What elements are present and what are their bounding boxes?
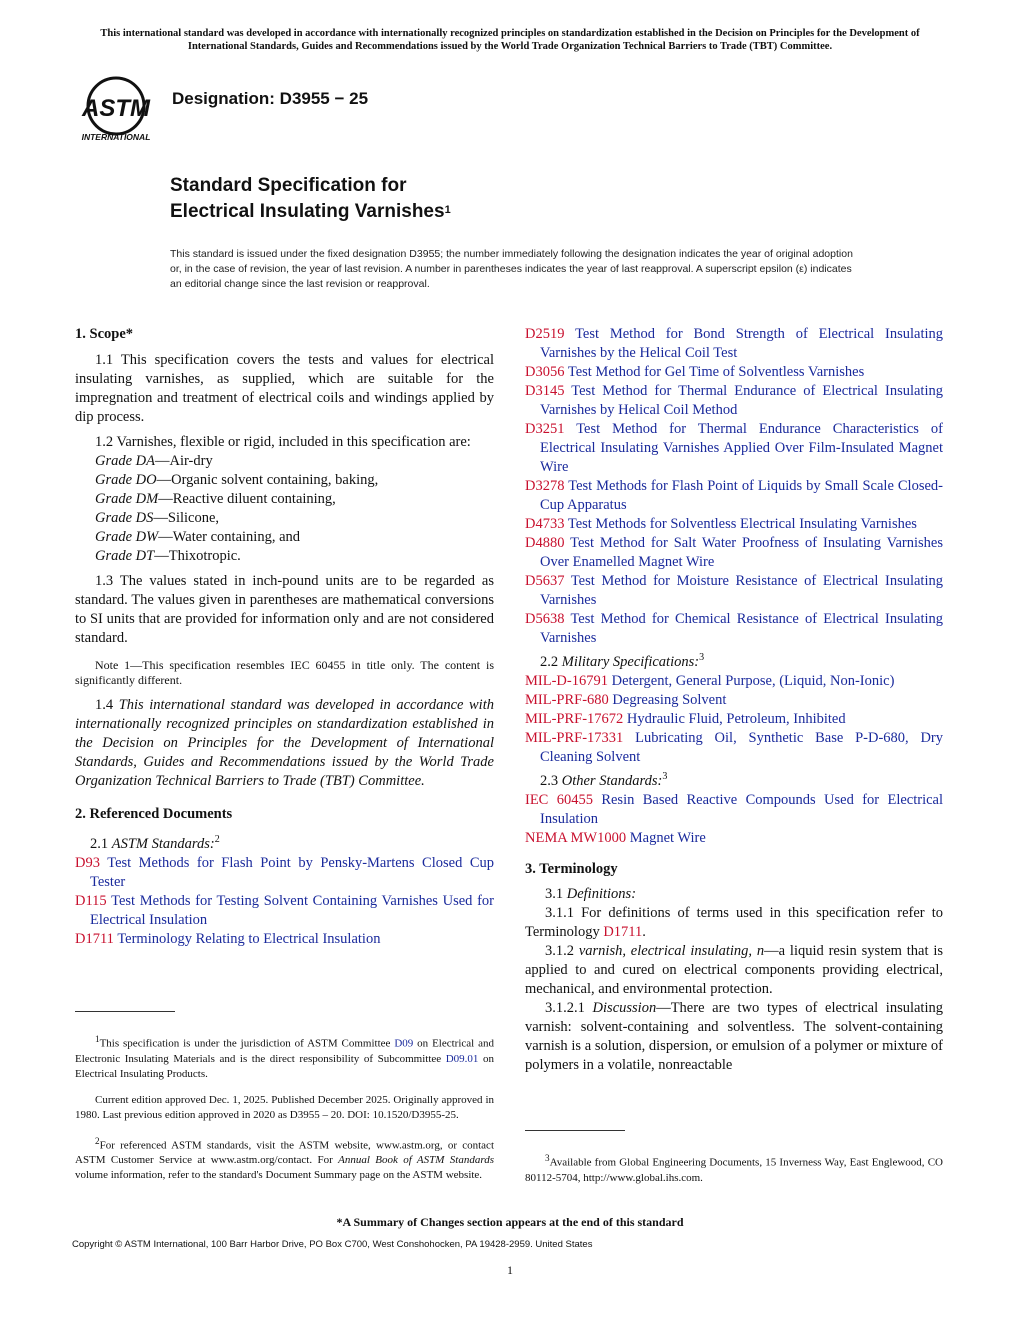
footnote-mark: 3	[545, 1153, 550, 1163]
label-text: ASTM Standards:	[111, 835, 215, 852]
scope-heading: 1. Scope*	[75, 326, 133, 342]
reference-title: Hydraulic Fluid, Petroleum, Inhibited	[626, 710, 846, 727]
reference-code: D4733	[525, 516, 565, 532]
right-column	[525, 325, 943, 1075]
reference-code: D3278	[525, 478, 565, 494]
reference-title: Test Method for Bond Strength of Electrical Insulating Varnishes by the Helical Coil Test	[540, 326, 943, 361]
title-line-2	[170, 199, 451, 225]
para-3-1-1: 3.1.1 For definitions of terms used in this specification refer to Terminology D1711.	[525, 904, 943, 940]
label-text: Discussion	[592, 999, 657, 1016]
footnote-mark[interactable]: 3	[699, 652, 705, 663]
reference-item[interactable]	[525, 691, 943, 710]
reference-title: Degreasing Solvent	[612, 691, 727, 708]
reference-code: IEC 60455	[525, 791, 593, 808]
reference-item[interactable]	[75, 892, 494, 930]
reference-item[interactable]	[525, 610, 943, 648]
grade-name: Grade DT	[95, 548, 155, 564]
reference-code: D3056	[525, 364, 565, 380]
astm-logo	[72, 76, 162, 144]
issuance-note: This standard is issued under the fixed designation D3955; the number immediately following the designation indicates the year of original adoption or, in the case of revision, the year of last revision. A number in parentheses indicates the year of last reapproval. A superscript epsilon (ε) indicates an editorial change since the last revision or reapproval.	[170, 248, 853, 290]
para-number: 1.4	[95, 697, 119, 713]
reference-code: D5638	[525, 611, 565, 627]
footnote-2: $^2$For referenced ASTM standards, visit the ASTM website, www.astm.org, or contact ASTM Customer Service at www.astm.org/contact. For Annual Book of ASTM Standards volume information, refer to the standard's Document Summary page on the ASTM website.	[75, 1135, 494, 1182]
title-footnote-mark[interactable]: 1	[444, 204, 451, 216]
grade-name: Grade DA	[95, 453, 156, 469]
reference-title: Test Methods for Flash Point by Pensky-Martens Closed Cup Tester	[90, 854, 494, 890]
label-text: Definitions:	[566, 885, 637, 902]
footnote-mark: 1	[95, 1034, 100, 1044]
para-3-1-2: 3.1.2 varnish, electrical insulating, n—a liquid resin system that is applied to and cured on electrical components providing electrical, mechanical, and environmental protection.	[525, 942, 944, 997]
reference-title: Terminology Relating to Electrical Insulation	[117, 930, 381, 947]
footnote-1-edition: Current edition approved Dec. 1, 2025. Published December 2025. Originally approved in 1980. Last previous edition approved in 2020 as D3955 – 20. DOI: 10.1520/D3955-25.	[75, 1093, 494, 1121]
para-3-1	[525, 885, 943, 904]
reference-item[interactable]	[525, 325, 943, 363]
reference-title: Test Method for Gel Time of Solventless Varnishes	[567, 364, 865, 380]
grade-desc: —Thixotropic.	[154, 548, 241, 564]
grade-name: Grade DW	[95, 529, 159, 545]
page-number: 1	[507, 1263, 513, 1277]
grade-name: Grade DS	[95, 510, 154, 526]
para-number: 2.3	[540, 772, 562, 789]
grade-item	[75, 528, 494, 547]
reference-title: Test Methods for Solventless Electrical Insulating Varnishes	[567, 516, 917, 532]
astm-standards-label	[75, 830, 494, 854]
reference-item[interactable]	[525, 363, 943, 382]
reference-title: Test Method for Moisture Resistance of Electrical Insulating Varnishes	[540, 573, 943, 608]
para-number: 2.2	[540, 653, 562, 670]
title-line-1: Standard Specification for	[170, 175, 407, 196]
reference-item[interactable]	[525, 382, 943, 420]
footnote-1: $^1$This specification is under the jurisdiction of ASTM Committee D09 on Electrical and Electronic Insulating Materials and is the direct responsibility of Subcommittee D09.01 on Electrical Insulating Products.	[75, 1034, 495, 1080]
para-1-3: 1.3 The values stated in inch-pound units are to be regarded as standard. The values given in parentheses are mathematical conversions to SI units that are provided for information only and are not considered standard.	[75, 573, 494, 646]
para-1-4-text: This international standard was developed in accordance with internationally recognized principles on standardization established in the Decision on Principles for the Development of International Standards, Guides and Recommendations issued by the World Trade Organization Technical Barriers to Trade (TBT) Committee.	[75, 697, 494, 789]
grade-desc: —Water containing, and	[158, 529, 301, 545]
reference-code: D3145	[525, 383, 565, 399]
reference-code: MIL-PRF-17672	[525, 710, 624, 727]
referenced-heading: 2. Referenced Documents	[75, 806, 233, 822]
reference-code: MIL-PRF-17331	[525, 729, 624, 746]
left-footnotes	[75, 1021, 494, 1194]
grade-desc: —Silicone,	[153, 510, 220, 526]
para-3-1-2-1: 3.1.2.1 Discussion—There are two types of electrical insulating varnish: solvent-containing and solventless. The solvent-containing varnish is a solution, dispersion, or emulsion of a polymer or mixture of polymers in a volatile, nonreactable	[525, 999, 943, 1073]
grade-name: Grade DM	[95, 491, 159, 507]
title-text: Electrical Insulating Varnishes	[170, 201, 445, 222]
reference-item[interactable]	[525, 515, 943, 534]
para-1-1: 1.1 This specification covers the tests and values for electrical insulating varnishes, as supplied, which are suitable for the impregnation and treatment of electrical coils and windings applied by dip process.	[75, 352, 494, 425]
summary-of-changes-note: *A Summary of Changes section appears at the end of this standard	[336, 1215, 684, 1229]
reference-title: Resin Based Reactive Compounds Used for Electrical Insulation	[540, 791, 944, 827]
grade-name: Grade DO	[95, 472, 157, 488]
reference-code: MIL-D-16791	[525, 672, 608, 689]
grade-item	[75, 452, 494, 471]
reference-item[interactable]	[525, 420, 943, 477]
reference-title: Test Methods for Testing Solvent Containing Varnishes Used for Electrical Insulation	[90, 892, 494, 928]
copyright: Copyright © ASTM International, 100 Barr Harbor Drive, PO Box C700, West Conshohocken, PA 19428-2959. United States	[72, 1239, 593, 1250]
label-text: Military Specifications:	[561, 653, 700, 670]
footnote-3: $^3$Available from Global Engineering Documents, 15 Inverness Way, East Englewood, CO 80112-5704, http://www.global.ihs.com.	[525, 1153, 943, 1184]
terminology-heading: 3. Terminology	[525, 860, 618, 877]
reference-item[interactable]	[75, 854, 494, 892]
reference-title: Test Method for Chemical Resistance of Electrical Insulating Varnishes	[540, 611, 943, 646]
reference-title: Test Method for Thermal Endurance Characteristics of Electrical Insulating Varnishes Applied Over Film-Insulated Magnet Wire	[540, 421, 943, 475]
reference-title: Test Methods for Flash Point of Liquids by Small Scale Closed-Cup Apparatus	[540, 478, 943, 513]
para-number: 3.1	[545, 885, 567, 902]
grade-item	[75, 471, 494, 490]
reference-code: D93	[75, 854, 100, 871]
footnote-mark[interactable]: 3	[662, 770, 668, 782]
grade-desc: —Reactive diluent containing,	[158, 491, 336, 507]
reference-title: Test Method for Thermal Endurance of Electrical Insulating Varnishes by Helical Coil Method	[540, 383, 943, 418]
astm-logo-graphic	[72, 76, 162, 144]
other-standards-label	[525, 767, 943, 791]
left-column	[75, 325, 494, 949]
reference-code: MIL-PRF-680	[525, 691, 609, 708]
reference-item[interactable]	[525, 572, 943, 610]
reference-title: Magnet Wire	[629, 829, 706, 846]
reference-item[interactable]	[525, 534, 943, 572]
label-text: Other Standards:	[561, 772, 663, 789]
terminology-link[interactable]: D1711	[603, 923, 643, 940]
grade-desc: —Organic solvent containing, baking,	[156, 472, 379, 488]
footnote-mark[interactable]: 2	[214, 834, 220, 845]
reference-item[interactable]	[75, 930, 494, 949]
logo-subtext: INTERNATIONAL	[81, 132, 151, 142]
para-number: 3.1.2.1	[545, 999, 593, 1016]
reference-title: Lubricating Oil, Synthetic Base P-D-680, Dry Cleaning Solvent	[540, 729, 944, 765]
reference-code: D5637	[525, 573, 565, 589]
logo-text: ASTM	[82, 95, 150, 122]
subcommittee-link[interactable]: D09.01	[445, 1052, 479, 1065]
designation: Designation: D3955 − 25	[172, 89, 369, 108]
reference-item[interactable]	[525, 791, 943, 829]
reference-item[interactable]	[525, 829, 943, 848]
reference-code: D1711	[75, 930, 114, 947]
grade-item	[75, 509, 494, 528]
adoption-notice: This international standard was developed in accordance with internationally recognized principles on standardization established in the Decision on Principles for the Development of International Standards, Guides and Recommendations issued by the World Trade Organization Technical Barriers to Trade (TBT) Committee.	[100, 28, 920, 52]
reference-code: D4880	[525, 535, 565, 551]
committee-link[interactable]: D09	[394, 1037, 414, 1050]
right-footnotes	[525, 1140, 943, 1197]
reference-item[interactable]	[525, 672, 943, 691]
para-number: 2.1	[90, 835, 112, 852]
note-1: Note 1—This specification resembles IEC 60455 in title only. The content is significantly different.	[75, 658, 494, 687]
grade-desc: —Air-dry	[155, 453, 213, 469]
footnote-mark: 2	[95, 1135, 100, 1146]
reference-item[interactable]	[525, 710, 943, 729]
defined-term: varnish, electrical insulating, n	[578, 942, 765, 959]
document-title	[170, 173, 451, 225]
reference-code: D3251	[525, 421, 565, 437]
military-specs-label	[525, 648, 943, 672]
reference-code: D2519	[525, 326, 565, 342]
reference-item[interactable]	[525, 729, 943, 767]
reference-title: Test Method for Salt Water Proofness of Insulating Varnishes Over Enamelled Magnet Wire	[540, 535, 943, 570]
reference-item[interactable]	[525, 477, 943, 515]
footnote-rule	[75, 1011, 175, 1012]
reference-code: NEMA MW1000	[525, 829, 627, 846]
reference-title: Detergent, General Purpose, (Liquid, Non-Ionic)	[611, 672, 895, 689]
para-number: 3.1.2	[545, 942, 579, 959]
grade-item	[75, 490, 494, 509]
footnote-rule	[525, 1130, 625, 1131]
reference-code: D115	[75, 892, 107, 909]
para-1-4	[75, 696, 494, 791]
grade-item	[75, 547, 494, 566]
para-1-2: 1.2 Varnishes, flexible or rigid, included in this specification are:	[95, 434, 471, 450]
